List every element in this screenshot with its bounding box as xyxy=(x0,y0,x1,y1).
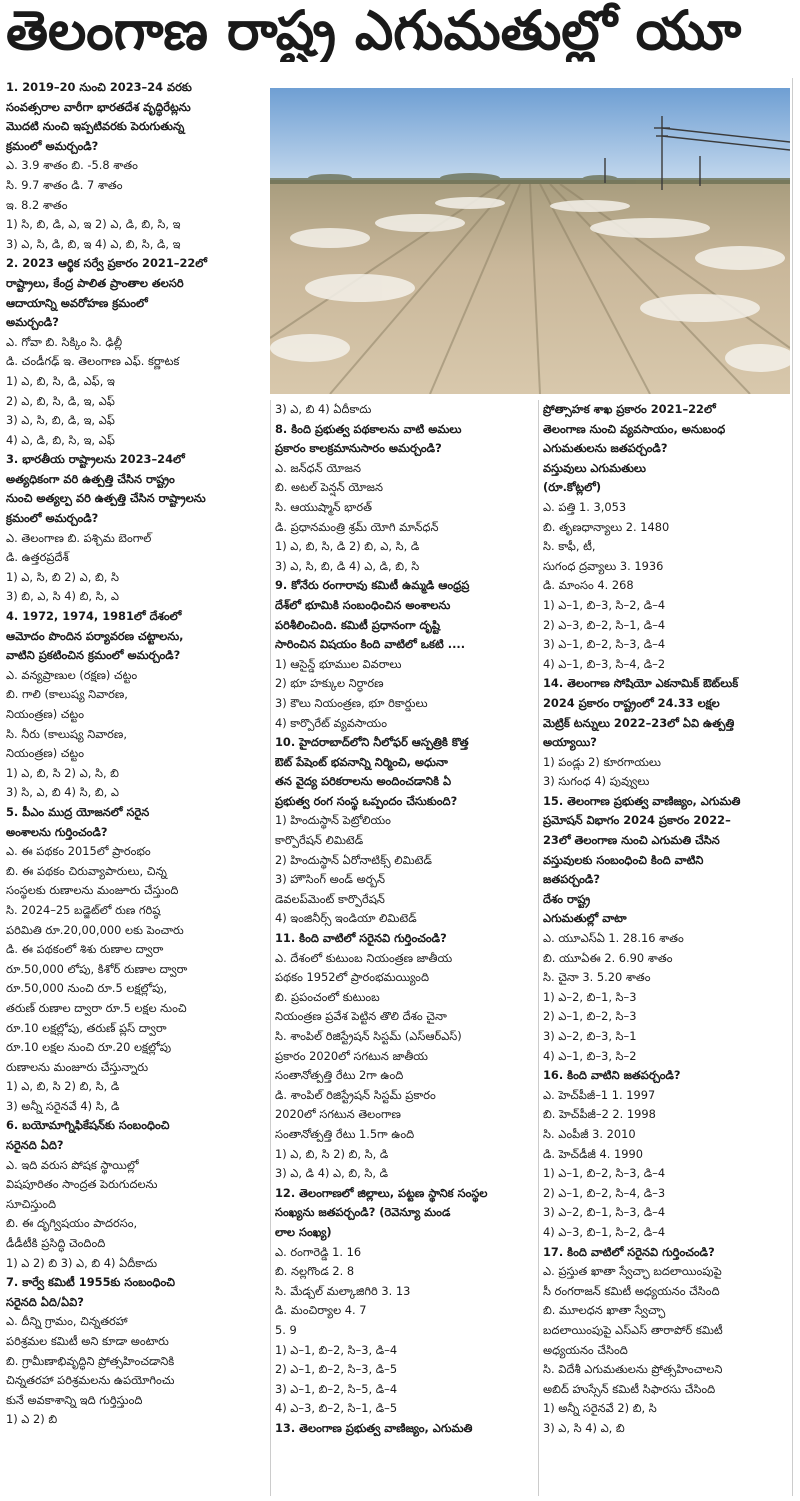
text-line: సి. శాంపిల్ రిజిస్ట్రేషన్ సిస్టమ్ (ఎస్ఆర్ఎస్) xyxy=(275,1029,462,1043)
question-line: సంవత్సరాల వారీగా భారతదేశ వృద్ధిరేట్లను xyxy=(6,99,191,114)
text-line: 5. 9 xyxy=(275,1322,297,1337)
question-line: రాష్ట్రాలు, కేంద్ర పాలిత ప్రాంతాల తలసరి xyxy=(6,275,184,290)
text-line: 1) ఎ 2) బి 3) ఎ, బి 4) ఏదీకాదు xyxy=(6,1255,158,1270)
text-line: బి. గ్రామీణాభివృద్ధిని ప్రోత్సహించడానికి xyxy=(6,1353,175,1368)
text-line: ఎ. ఇది వరుస పోషక స్థాయిల్లో xyxy=(6,1157,139,1172)
text-line: సి. కాఫీ, టీ, xyxy=(543,539,596,554)
text-line: ఎ. 3.9 శాతం బి. -5.8 శాతం xyxy=(6,158,138,173)
text-line: ఎ. ఈ పథకం 2015లో ప్రారంభం xyxy=(6,844,151,859)
question-line: 8. కింది ప్రభుత్వ పథకాలను వాటి అమలు xyxy=(275,421,462,436)
text-line: సి. 2024–25 బడ్జెట్‌లో రుణ గరిష్ఠ xyxy=(6,902,161,917)
text-line: ఎ. తెలంగాణ బి. పశ్చిమ బెంగాల్ xyxy=(6,530,152,545)
text-line: 2) హిందుస్థాన్ ఏరోనాటిక్స్ లిమిటెడ్ xyxy=(275,852,432,867)
text-line: నియంత్రణ) చట్టం xyxy=(6,746,84,761)
question-line: జతపర్చండి? xyxy=(543,872,600,887)
question-line: అత్యధికంగా వరి ఉత్పత్తి చేసిన రాష్ట్రం xyxy=(6,471,175,486)
text-line: 3) ఎ, సి, డి, బి, ఇ 4) ఎ, బి, సి, డి, ఇ xyxy=(6,236,181,251)
text-line: డి. హెచ్‌డీజీ 4. 1990 xyxy=(543,1146,643,1161)
text-line: 1) ఎ, బి, సి, డి 2) బి, ఎ, సి, డి xyxy=(275,539,420,554)
question-line: 7. కార్వే కమిటీ 1955కు సంబంధించి xyxy=(6,1275,175,1290)
question-line: 15. తెలంగాణ ప్రభుత్వ వాణిజ్యం, ఎగుమతి xyxy=(543,793,741,808)
question-line: 2. 2023 ఆర్థిక సర్వే ప్రకారం 2021–22లో xyxy=(6,256,208,271)
text-line: సంతానోత్పత్తి రేటు 2గా ఉంది xyxy=(275,1068,404,1083)
text-line: తరుణ్ రుణాల ద్వారా రూ.5 లక్షల నుంచి xyxy=(6,1000,187,1015)
next-column-edge xyxy=(792,78,800,1496)
question-line: మొదటి నుంచి ఇప్పటివరకు పెరుగుతున్న xyxy=(6,119,185,134)
text-line: బి. యూఏఈ 2. 6.90 శాతం xyxy=(543,950,673,965)
text-line: పరిశ్రమల కమిటీ అని కూడా అంటారు xyxy=(6,1334,169,1348)
text-line: 3) బి, ఎ, సి 4) బి, సి, ఎ xyxy=(6,589,119,604)
question-line: మెట్రిక్ టన్నులు 2022–23లో ఏవి ఉత్పత్తి xyxy=(543,715,735,730)
text-line: 3) ఎ, సి 4) ఎ, బి xyxy=(543,1420,625,1435)
question-line: ఎగుమతులను జతపర్చండి? xyxy=(543,441,668,456)
text-line: 1) ఎ 2) బి xyxy=(6,1412,58,1427)
text-line: పథకం 1952లో ప్రారంభమయ్యింది xyxy=(275,970,429,985)
text-line: ఎ. యూఎస్ఏ 1. 28.16 శాతం xyxy=(543,931,684,946)
question-line: 14. తెలంగాణ సోషియో ఎకనామిక్ ఔట్‌లుక్ xyxy=(543,676,739,691)
text-line: 1) ఎ, బి, సి 2) బి, సి, డి xyxy=(6,1079,120,1094)
text-line: 3) ఎ–1, బి–2, సి–3, డి–4 xyxy=(543,637,666,652)
question-line: 5. పీఎం ముద్ర యోజనలో సరైన xyxy=(6,804,150,819)
text-line: 1) ఎ–1, బి–2, సి–3, డి–4 xyxy=(543,1166,666,1181)
question-line: తన వైద్య పరికరాలను అందించడానికి ఏ xyxy=(275,774,452,789)
text-line: 1) సి, బి, డి, ఎ, ఇ 2) ఎ, డి, బి, సి, ఇ xyxy=(6,217,181,232)
question-line: దేశం రాష్ట్ర xyxy=(543,891,591,906)
question-line: క్రమంలో అమర్చండి? xyxy=(6,511,99,526)
text-line: కార్పొరేషన్ లిమిటెడ్ xyxy=(275,833,364,848)
text-line: 3) ఎ, సి, బి, డి, ఇ, ఎఫ్ xyxy=(6,413,115,428)
question-line: వాటిని ప్రకటించిన క్రమంలో అమర్చండి? xyxy=(6,648,181,663)
text-line: బి. ఈ దృగ్విషయం పాదరసం, xyxy=(6,1216,138,1231)
text-line: ఎ. జన్‌ధన్ యోజన xyxy=(275,460,361,475)
column-3 xyxy=(538,400,793,1496)
text-line: నియంత్రణ) చట్టం xyxy=(6,707,84,721)
text-line: బి. నల్లగొండ 2. 8 xyxy=(275,1264,355,1279)
text-line: సి. విదేశీ ఎగుమతులను ప్రోత్సహించాలని xyxy=(543,1362,723,1377)
question-line: సరైనది ఏది? xyxy=(6,1138,64,1153)
text-line: సుగంధ ద్రవ్యాలు 3. 1936 xyxy=(543,558,664,573)
question-line: ప్రోత్సాహక శాఖ ప్రకారం 2021–22లో xyxy=(543,402,716,416)
question-line: 13. తెలంగాణ ప్రభుత్వ వాణిజ్యం, ఎగుమతి xyxy=(275,1420,473,1435)
question-line: అంశాలను గుర్తించండి? xyxy=(6,824,108,839)
text-line: బి. అటల్ పెన్షన్ యోజన xyxy=(275,480,383,495)
text-line: 1) అన్నీ సరైనవే 2) బి, సి xyxy=(543,1401,657,1416)
text-line: బదలాయింపుపై ఎస్ఎస్ తారాపోర్ కమిటీ xyxy=(543,1322,723,1337)
text-line: డి. చండీగఢ్ ఇ. తెలంగాణ ఎఫ్. కర్ణాటక xyxy=(6,354,180,369)
page-headline: తెలంగాణ రాష్ట్ర ఎగుమతుల్లో యూ xyxy=(6,0,742,62)
text-line: ప్రకారం 2020లో సగటున జాతీయ xyxy=(275,1048,428,1063)
text-line: అబిద్ హుస్సేన్ కమిటీ సిఫారసు చేసింది xyxy=(543,1381,716,1396)
column-1 xyxy=(6,78,268,1496)
text-line: 3) ఎ, డి 4) ఎ, బి, సి, డి xyxy=(275,1166,389,1181)
text-line: నియంత్రణ ప్రవేశ పెట్టిన తొలి దేశం చైనా xyxy=(275,1009,447,1024)
text-line: రుణాలను మంజూరు చేస్తున్నారు xyxy=(6,1059,149,1074)
text-line: సీ రంగరాజన్ కమిటీ అధ్యయనం చేసింది xyxy=(543,1283,720,1298)
text-line: రూ.10 లక్షల నుంచి రూ.20 లక్షల్లోపు xyxy=(6,1040,172,1055)
text-line: 1) ఎ–1, బి–3, సి–2, డి–4 xyxy=(543,597,666,612)
text-line: బి. గాలి (కాలుష్య నివారణ, xyxy=(6,687,128,702)
text-line: 2020లో సగటున తెలంగాణ xyxy=(275,1107,401,1122)
question-line: (రూ.కోట్లలో) xyxy=(543,480,602,495)
question-line: ఆదాయాన్ని అవరోహణ క్రమంలో xyxy=(6,295,148,310)
text-line: అధ్యయనం చేసింది xyxy=(543,1342,628,1357)
text-line: డి. మంచిర్యాల 4. 7 xyxy=(275,1303,367,1318)
text-line: ఎ. గోవా బి. సిక్కిం సి. ఢిల్లీ xyxy=(6,334,123,349)
text-line: రూ.50,000 లోపు, కిశోర్ రుణాల ద్వారా xyxy=(6,961,188,976)
question-line: అమర్చండి? xyxy=(6,315,59,330)
text-line: 1) ఎ–2, బి–1, సి–3 xyxy=(543,989,637,1004)
question-line: 11. కింది వాటిలో సరైనవి గుర్తించండి? xyxy=(275,931,447,946)
question-line: 16. కింది వాటిని జతపర్చండి? xyxy=(543,1068,681,1083)
text-line: 2) ఎ–1, బి–2, సి–4, డి–3 xyxy=(543,1185,666,1200)
text-line: 1) ఎ, సి, బి 2) ఎ, బి, సి xyxy=(6,569,119,584)
text-line: ఎ. పత్తి 1. 3,053 xyxy=(543,499,627,514)
question-line: దేశ్‌లో భూమికి సంబంధించిన అంశాలను xyxy=(275,597,451,612)
question-line: పరిశీలించింది. కమిటీ ప్రధానంగా దృష్టి xyxy=(275,617,440,632)
question-line: ఎగుమతుల్లో వాటా xyxy=(543,911,627,926)
question-line: సంఖ్యను జతపర్చండి? (రెవెన్యూ మండ xyxy=(275,1205,451,1220)
question-line: 12. తెలంగాణలో జిల్లాలు, పట్టణ స్థానిక సంస్థల xyxy=(275,1185,488,1200)
question-line: ఆమోదం పొందిన పర్యావరణ చట్టాలను, xyxy=(6,628,184,643)
text-line: 4) ఎ–3, బి–2, సి–1, డి–5 xyxy=(275,1401,398,1416)
text-line: 2) భూ హక్కుల నిర్ధారణ xyxy=(275,676,384,691)
text-line: డీడీటీకి ప్రసిద్ధి చెందింది xyxy=(6,1236,106,1251)
question-line: క్రమంలో అమర్చండి? xyxy=(6,138,99,153)
text-line: సంతానోత్పత్తి రేటు 1.5గా ఉంది xyxy=(275,1126,415,1141)
text-line: 4) కార్పొరేట్ వ్యవసాయం xyxy=(275,715,387,730)
text-line: ఎ. ప్రస్తుత ఖాతా స్వేచ్ఛా బదలాయింపుపై xyxy=(543,1264,722,1279)
text-line: 1) పండ్లు 2) కూరగాయలు xyxy=(543,754,661,769)
text-line: విషపూరితం సాంద్రత పెరుగుదలను xyxy=(6,1177,158,1192)
question-line: సారించిన విషయం కింది వాటిలో ఒకటి .... xyxy=(275,637,466,652)
text-line: డి. శాంపిల్ రిజిస్ట్రేషన్ సిస్టమ్ ప్రకారం xyxy=(275,1087,436,1102)
text-line: సి. ఆయుష్మాన్ భారత్ xyxy=(275,499,372,514)
text-line: 3) ఎ–2, బి–1, సి–3, డి–4 xyxy=(543,1205,666,1220)
cotton-field-photo xyxy=(270,88,790,394)
question-line: లాల సంఖ్య) xyxy=(275,1224,332,1239)
text-line: 3) కౌలు నియంత్రణ, భూ రికార్డులు xyxy=(275,695,428,710)
question-line: ప్రభుత్వ రంగ సంస్థ ఒప్పందం చేసుకుంది? xyxy=(275,793,458,808)
text-line: రూ.10 లక్షల్లోపు, తరుణ్ ప్లస్ ద్వారా xyxy=(6,1020,167,1035)
text-line: 3) సుగంధ 4) పువ్వులు xyxy=(543,774,650,789)
text-line: సూచిస్తుంది xyxy=(6,1196,57,1211)
text-line: 3) ఎ–2, బి–3, సి–1 xyxy=(543,1029,637,1043)
text-line: రూ.50,000 నుంచి రూ.5 లక్షల్లోపు, xyxy=(6,981,168,996)
text-line: ఎ. వన్యప్రాణుల (రక్షణ) చట్టం xyxy=(6,667,138,682)
question-line: 23లో తెలంగాణ నుంచి ఎగుమతి చేసిన xyxy=(543,833,720,848)
text-line: 3) హౌసింగ్ అండ్ అర్బన్ xyxy=(275,872,385,887)
question-line: అయ్యాయి? xyxy=(543,735,597,750)
text-line: డి. మాంసం 4. 268 xyxy=(543,578,634,593)
text-line: సి. మేడ్చల్ మల్కాజిగిరి 3. 13 xyxy=(275,1283,411,1298)
text-line: 3) ఎ, బి 4) ఏదీకాదు xyxy=(275,402,372,416)
text-line: సి. నీరు (కాలుష్య నివారణ, xyxy=(6,726,127,741)
text-line: 2) ఎ–3, బి–2, సి–1, డి–4 xyxy=(543,617,666,632)
text-line: 2) ఎ–1, బి–2, సి–3 xyxy=(543,1009,637,1024)
question-line: 2024 ప్రకారం రాష్ట్రంలో 24.33 లక్షల xyxy=(543,695,720,710)
question-line: ఔట్ పేషెంట్ భవనాన్ని నిర్మించి, అధునా xyxy=(275,754,448,769)
text-line: 1) ఎ, బి, సి 2) బి, సి, డి xyxy=(275,1146,389,1161)
question-line: 3. భారతీయ రాష్ట్రాలను 2023–24లో xyxy=(6,452,185,467)
text-line: బి. తృణధాన్యాలు 2. 1480 xyxy=(543,519,670,534)
question-line: 4. 1972, 1974, 1981లో దేశంలో xyxy=(6,609,182,624)
question-line: 6. బయోమాగ్నిఫికేషన్‌కు సంబంధించి xyxy=(6,1118,170,1133)
text-line: పరిమితి రూ.20,00,000 లకు పెంచారు xyxy=(6,922,184,937)
text-line: 1) ఆసైన్డ్ భూముల వివరాలు xyxy=(275,656,402,671)
question-line: ప్రకారం కాలక్రమానుసారం అమర్చండి? xyxy=(275,441,442,456)
question-line: వస్తువులకు సంబంధించి కింది వాటిని xyxy=(543,852,704,867)
text-line: ఇ. 8.2 శాతం xyxy=(6,197,68,212)
text-line: 1) హిందుస్థాన్ పెట్రోలియం xyxy=(275,813,391,828)
text-line: 3) సి, ఎ, బి 4) సి, బి, ఎ xyxy=(6,785,119,800)
text-line: 2) ఎ, బి, సి, డి, ఇ, ఎఫ్ xyxy=(6,393,115,408)
text-line: 4) ఎ–1, బి–3, సి–4, డి–2 xyxy=(543,656,666,671)
column-2 xyxy=(270,400,537,1496)
text-line: 3) ఎ, సి, బి, డి 4) ఎ, డి, బి, సి xyxy=(275,558,420,573)
text-line: ఎ. దేశంలో కుటుంబ నియంత్రణ జాతీయ xyxy=(275,950,453,965)
question-line: తెలంగాణ నుంచి వ్యవసాయం, అనుబంధ xyxy=(543,421,726,436)
text-line: బి. ప్రపంచంలో కుటుంబ xyxy=(275,989,380,1004)
text-line: సంస్థలకు రుణాలను మంజూరు చేస్తుంది xyxy=(6,883,179,898)
question-line: 17. కింది వాటిలో సరైనవి గుర్తించండి? xyxy=(543,1244,715,1259)
text-line: 1) ఎ–1, బి–2, సి–3, డి–4 xyxy=(275,1342,398,1357)
text-line: చిన్నతరహా పరిశ్రమలను ఉపయోగించు xyxy=(6,1373,175,1388)
text-line: 1) ఎ, బి, సి, డి, ఎఫ్, ఇ xyxy=(6,373,115,388)
text-line: 4) ఎ, డి, బి, సి, ఇ, ఎఫ్ xyxy=(6,432,115,447)
text-line: కునే అవకాశాన్ని ఇది గుర్తిస్తుంది xyxy=(6,1392,143,1407)
text-line: ఎ. రంగారెడ్డి 1. 16 xyxy=(275,1244,362,1259)
text-line: 3) అన్నీ సరైనవే 4) సి, డి xyxy=(6,1098,120,1113)
question-line: 9. కోనేరు రంగారావు కమిటీ ఉమ్మడి ఆంధ్రప్ర xyxy=(275,578,470,593)
text-line: బి. మూలధన ఖాతా స్వేచ్ఛా xyxy=(543,1303,666,1318)
text-line: ఎ. హెచ్‌పీజీ–1 1. 1997 xyxy=(543,1087,656,1102)
question-line: సరైనది ఏది/ఏవి? xyxy=(6,1294,84,1309)
text-line: 1) ఎ, బి, సి 2) ఎ, సి, బి xyxy=(6,765,119,780)
text-line: డి. ఈ పథకంలో శిశు రుణాల ద్వారా xyxy=(6,942,164,957)
text-line: ఎ. దీన్ని గ్రామం, చిన్నతరహా xyxy=(6,1314,128,1329)
text-line: డి. ఉత్తరప్రదేశ్ xyxy=(6,550,69,565)
text-line: సి. 9.7 శాతం డి. 7 శాతం xyxy=(6,177,123,192)
question-line: నుంచి అత్యల్ప వరి ఉత్పత్తి చేసిన రాష్ట్రాలను xyxy=(6,491,206,506)
text-line: డి. ప్రధానమంత్రి శ్రమ్ యోగి మాన్‌ధన్ xyxy=(275,519,439,534)
question-line: ప్రమోషన్ విభాగం 2024 ప్రకారం 2022– xyxy=(543,813,731,828)
text-line: 4) ఎ–3, బి–1, సి–2, డి–4 xyxy=(543,1224,666,1239)
text-line: 4) ఇంజినీర్స్ ఇండియా లిమిటెడ్ xyxy=(275,911,417,926)
question-line: 1. 2019–20 నుంచి 2023–24 వరకు xyxy=(6,80,192,94)
question-line: వస్తువులు ఎగుమతులు xyxy=(543,460,646,475)
text-line: బి. ఈ పథకం చిరువ్యాపారులు, చిన్న xyxy=(6,863,167,878)
text-line: 2) ఎ–1, బి–2, సి–3, డి–5 xyxy=(275,1362,398,1377)
text-line: సి. ఎంపీజీ 3. 2010 xyxy=(543,1126,636,1141)
text-line: బి. హెచ్‌పీజీ–2 2. 1998 xyxy=(543,1107,656,1122)
text-line: 4) ఎ–1, బి–3, సి–2 xyxy=(543,1048,637,1063)
text-line: సి. చైనా 3. 5.20 శాతం xyxy=(543,970,651,985)
question-line: 10. హైదరాబాద్‌లోని నీలోఫర్ ఆస్పత్రికి కొత్త xyxy=(275,735,469,750)
text-line: డెవలప్‌మెంట్ కార్పొరేషన్ xyxy=(275,891,385,906)
text-line: 3) ఎ–1, బి–2, సి–5, డి–4 xyxy=(275,1381,398,1396)
